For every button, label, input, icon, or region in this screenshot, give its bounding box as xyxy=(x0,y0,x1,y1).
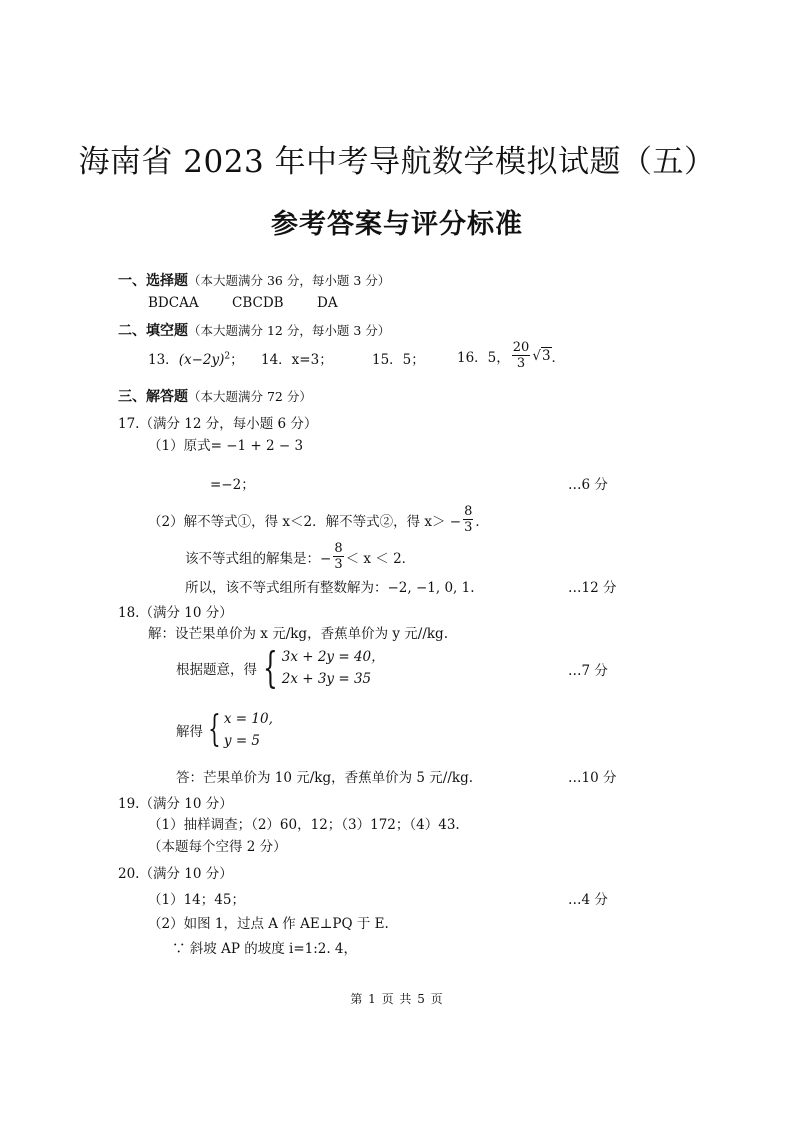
answer-q14: 14．x=3； xyxy=(261,352,333,368)
section-label: 一、选择题 xyxy=(118,273,188,289)
q20-score-1: …4 分 xyxy=(568,892,608,908)
answer-q15: 15．5； xyxy=(372,352,425,368)
q17-header: 17.（满分 12 分，每小题 6 分） xyxy=(118,416,318,432)
q19-line2: （本题每个空得 2 分） xyxy=(148,839,287,855)
q20-line3: ∵ 斜坡 AP 的坡度 i=1:2. 4， xyxy=(172,941,358,957)
section-label: 三、解答题 xyxy=(118,389,188,405)
q19-line1: （1）抽样调查；（2）60，12；（3）172；（4）43. xyxy=(148,817,460,833)
section-note: （本大题满分 72 分） xyxy=(188,389,312,404)
q17-part1-line1: （1）原式= −1 + 2 − 3 xyxy=(148,438,304,454)
sqrt: √3 xyxy=(532,347,551,364)
page-subtitle: 参考答案与评分标准 xyxy=(271,209,523,240)
q18-line1: 解：设芒果单价为 x 元/kg，香蕉单价为 y 元//kg. xyxy=(148,626,448,642)
q19-header: 19.（满分 10 分） xyxy=(118,796,233,812)
q20-line1: （1）14；45； xyxy=(148,892,245,908)
q18-answer: 答：芒果单价为 10 元/kg，香蕉单价为 5 元//kg. xyxy=(176,770,474,786)
q18-system-1: 根据题意，得 { 3x + 2y = 40， 2x + 3y = 35 xyxy=(176,643,385,692)
answer-q13: 13．$(x-2y)^2$； xyxy=(148,351,244,368)
section-label: 二、填空题 xyxy=(118,323,188,339)
fraction: $\frac{8}{3}$ xyxy=(334,541,343,572)
page-title: 海南省 2023 年中考导航数学模拟试题（五） xyxy=(78,144,716,180)
brace-icon: { xyxy=(263,643,278,692)
section-fill-header xyxy=(118,320,390,340)
q18-score-1: …7 分 xyxy=(568,663,608,679)
q18-system-2: 解得 { x = 10, y = 5 xyxy=(176,709,273,750)
q17-part1-line2: =−2； xyxy=(210,477,255,493)
answer-group-1: BDCAA xyxy=(148,295,199,311)
q18-header: 18.（满分 10 分） xyxy=(118,605,233,621)
page-footer: 第 1 页 共 5 页 xyxy=(350,992,444,1006)
q20-header: 20.（满分 10 分） xyxy=(118,866,233,882)
q18-score-2: …10 分 xyxy=(568,770,617,786)
q17-part2-line3: 所以，该不等式组所有整数解为：−2, −1, 0, 1. xyxy=(185,580,475,596)
q20-line2: （2）如图 1，过点 A 作 AE⊥PQ 于 E. xyxy=(148,916,389,932)
q17-score-1: …6 分 xyxy=(568,477,608,493)
section-note: （本大题满分 36 分，每小题 3 分） xyxy=(188,273,391,288)
brace-icon: { xyxy=(208,709,221,750)
answer-q16: 16．5， $\frac{20}{3}$ √3 ． xyxy=(457,340,566,371)
fraction: $\frac{20}{3}$ xyxy=(512,340,530,371)
q17-part2-line2: 该不等式组的解集是：− $\frac{8}{3}$ ＜ x ＜ 2． xyxy=(185,541,416,572)
q17-part2-line1: （2）解不等式①，得 x＜2．解不等式②，得 x＞ − $\frac{8}{3}$ ． xyxy=(148,504,489,535)
fraction: $\frac{8}{3}$ xyxy=(464,504,473,535)
section-choice-header xyxy=(118,270,390,290)
answer-group-3: DA xyxy=(317,295,338,311)
section-note: （本大题满分 12 分，每小题 3 分） xyxy=(188,323,391,338)
section-solve-header xyxy=(118,386,312,406)
answer-group-2: CBCDB xyxy=(232,295,284,311)
q17-score-2: …12 分 xyxy=(568,580,617,596)
